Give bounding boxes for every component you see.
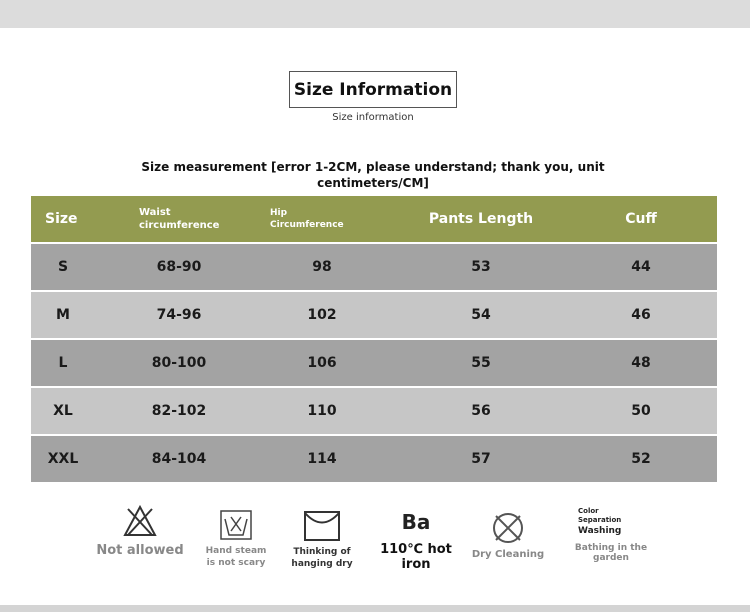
header-cuff: Cuff [625,211,657,227]
header-size: Size [45,211,78,227]
cell-hip: 110 [307,403,337,419]
care-no-bleach [96,503,184,558]
measurement-note: Size measurement [error 1-2CM, please understand; thank you, unit centimeters/CM] [141,160,605,190]
cell-waist: 68-90 [156,259,202,275]
size-table [31,196,717,482]
no-bleach-icon [96,503,184,539]
cell-cuff: 46 [631,307,651,323]
header-waist [139,206,219,232]
care-label-line2: is not scary [206,558,266,568]
cell-size: XL [53,403,73,419]
cell-length: 53 [471,259,491,275]
header-waist-line1: Waist [139,207,171,218]
cell-length: 57 [471,451,491,467]
table-row [31,338,717,386]
cell-hip: 98 [312,259,332,275]
cell-waist: 80-100 [151,355,207,371]
ba-text: Ba [401,510,431,534]
care-label-line2: hanging dry [291,559,353,569]
header-hip-line1: Hip [270,208,288,218]
sep-line3: Washing [578,526,622,536]
cell-length: 54 [471,307,491,323]
page-subtitle: Size information [332,112,414,123]
cell-cuff: 48 [631,355,651,371]
header-hip-line2: Circumference [270,220,344,230]
cell-waist: 82-102 [151,403,207,419]
care-label: 110℃ hot iron [380,542,452,572]
header-hip [270,207,344,231]
header-pants-length: Pants Length [428,211,534,227]
table-row [31,242,717,290]
care-label-line1: Hand steam [205,546,267,556]
table-row [31,386,717,434]
care-hang-dry [287,510,357,570]
bottom-band [0,605,750,612]
sep-line2: Separation [578,516,622,524]
care-color-separation [556,507,666,563]
table-row [31,434,717,482]
cell-waist: 74-96 [156,307,202,323]
care-label [287,546,357,570]
sep-line1: Color [578,507,599,515]
care-label: Bathing in the garden [574,543,648,563]
care-label [203,545,269,569]
header-waist-line2: circumference [139,220,220,231]
care-iron [366,510,466,572]
care-label: Not allowed [96,543,184,558]
cell-hip: 114 [307,451,337,467]
cell-size: XXL [47,451,79,467]
cell-size: L [58,355,68,371]
cell-waist: 84-104 [151,451,207,467]
care-dry-cleaning [470,511,546,560]
cell-size: M [56,307,70,323]
page-title: Size Information [289,71,457,108]
cell-cuff: 44 [631,259,651,275]
color-separation-icon [578,507,628,537]
table-header [31,196,717,242]
cell-length: 55 [471,355,491,371]
cell-cuff: 52 [631,451,651,467]
hang-dry-icon [287,510,357,542]
cell-hip: 106 [307,355,337,371]
no-dry-clean-icon [470,511,546,545]
hand-wash-icon [203,509,269,541]
care-hand-steam [203,509,269,569]
cell-length: 56 [471,403,491,419]
care-label: Dry Cleaning [471,549,545,560]
table-row [31,290,717,338]
cell-cuff: 50 [631,403,651,419]
top-band [0,0,750,28]
care-label-line1: Thinking of [293,547,351,557]
cell-size: S [57,259,69,275]
cell-hip: 102 [307,307,337,323]
